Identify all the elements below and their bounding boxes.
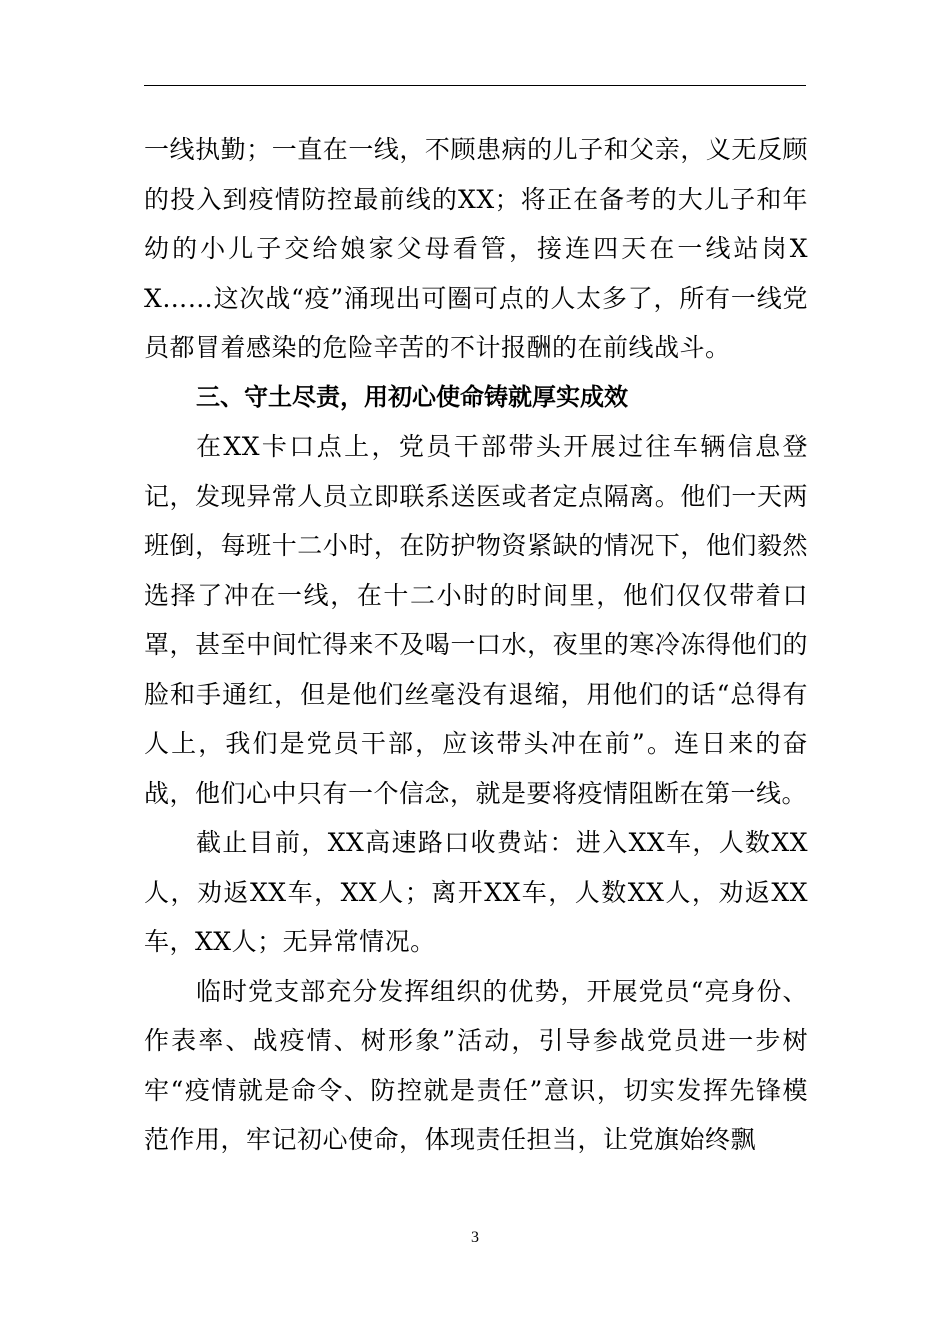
paragraph-party-branch: 临时党支部充分发挥组织的优势，开展党员“亮身份、作表率、战疫情、树形象”活动，引导参战党员进一步树牢“疫情就是命令、防控就是责任”意识，切实发挥先锋模范作用，牢记初心使命，体现责任担当，让党旗始终飘 bbox=[144, 976, 808, 1154]
page-number: 3 bbox=[471, 1229, 479, 1246]
paragraph-statistics: 截止目前，XX高速路口收费站：进入XX车，人数XX人，劝返XX车，XX人；离开XX车，人数XX人，劝返XX车，XX人；无异常情况。 bbox=[144, 828, 808, 956]
paragraph-checkpoint: 在XX卡口点上，党员干部带头开展过往车辆信息登记，发现异常人员立即联系送医或者定点隔离。他们一天两班倒，每班十二小时，在防护物资紧缺的情况下，他们毅然选择了冲在一线，在十二小时的时间里，他们仅仅带着口罩，甚至中间忙得来不及喝一口水，夜里的寒冷冻得他们的脸和手通红，但是他们丝毫没有退缩，用他们的话“总得有人上，我们是党员干部，应该带头冲在前”。连日来的奋战，他们心中只有一个信念，就是要将疫情阻断在第一线。 bbox=[144, 432, 808, 808]
paragraph-continuation: 一线执勤；一直在一线，不顾患病的儿子和父亲，义无反顾的投入到疫情防控最前线的XX；将正在备考的大儿子和年幼的小儿子交给娘家父母看管，接连四天在一线站岗XX……这次战“疫”涌现出可圈可点的人太多了，所有一线党员都冒着感染的危险辛苦的不计报酬的在前线战斗。 bbox=[144, 135, 808, 362]
page-body bbox=[144, 125, 808, 1165]
header-rule bbox=[144, 85, 806, 86]
section-heading: 三、守土尽责，用初心使命铸就厚实成效 bbox=[196, 382, 628, 411]
